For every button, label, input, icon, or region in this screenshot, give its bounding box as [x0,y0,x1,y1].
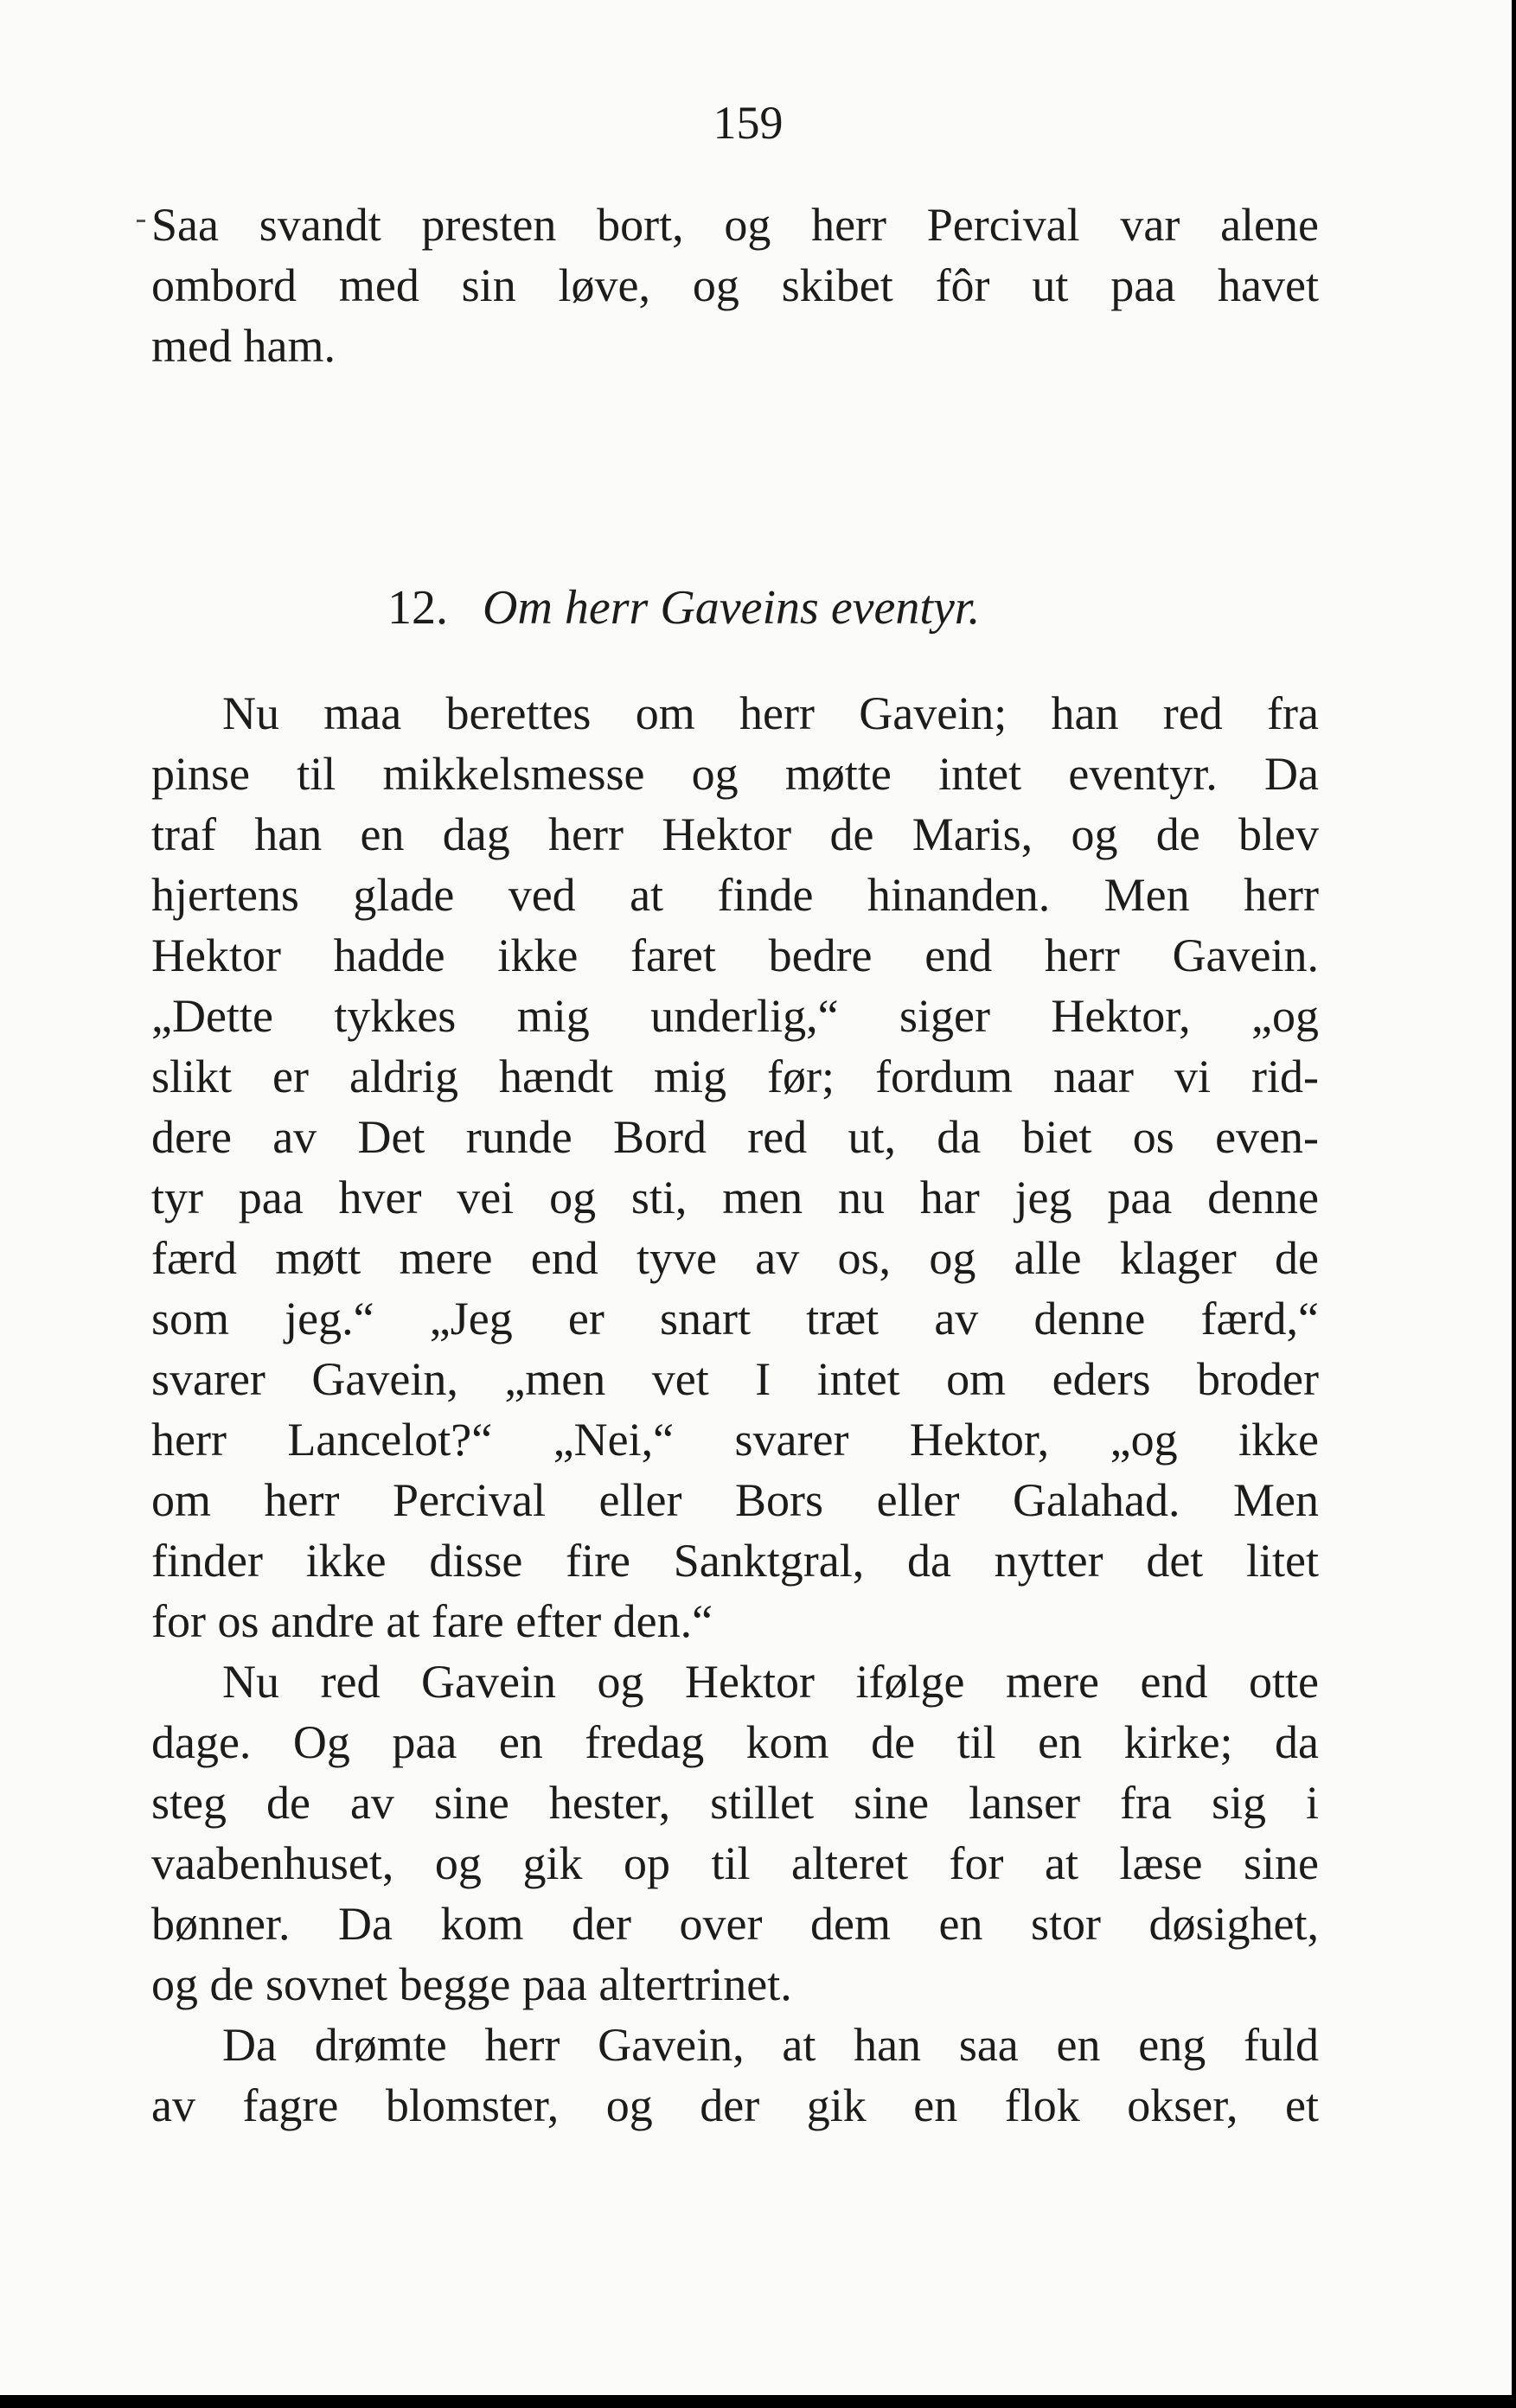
text-line: Nu maa berettes om herr Gavein; han red fra [222,687,1319,739]
text-line: og de sovnet begge paa altertrinet. [151,1958,792,2010]
text-line: Saa svandt presten bort, og herr Percival var alene [151,199,1319,251]
text-line: „Dette tykkes mig underlig,“ siger Hektor, „og [151,990,1319,1042]
text-line: av fagre blomster, og der gik en flok okser, et [151,2079,1319,2131]
text-line: bønner. Da kom der over dem en stor døsighet, [151,1898,1319,1950]
text-line: finder ikke disse fire Sanktgral, da nytter det litet [151,1535,1319,1587]
text-line: slikt er aldrig hændt mig før; fordum naar vi rid- [151,1051,1319,1102]
chapter-number: 12. [387,581,448,635]
text-line: svarer Gavein, „men vet I intet om eders broder [151,1353,1319,1405]
text-line: Nu red Gavein og Hektor ifølge mere end otte [222,1656,1319,1708]
text-line: som jeg.“ „Jeg er snart træt av denne færd,“ [151,1293,1319,1345]
text-line: om herr Percival eller Bors eller Galahad. Men [151,1474,1319,1526]
page-number: 159 [713,97,784,149]
text-line: hjertens glade ved at finde hinanden. Men herr [151,869,1319,921]
text-line: Hektor hadde ikke faret bedre end herr Gavein. [151,929,1319,981]
chapter-body [151,683,1319,2136]
text-line: for os andre at fare efter den.“ [151,1595,713,1647]
text-line: med ham. [151,320,336,372]
text-line: Da drømte herr Gavein, at han saa en eng fuld [222,2019,1319,2071]
text-line: traf han en dag herr Hektor de Maris, og de blev [151,808,1319,860]
text-line: færd møtt mere end tyve av os, og alle klager de [151,1232,1319,1284]
text-line: pinse til mikkelsmesse og møtte intet eventyr. Da [151,748,1319,800]
margin-mark [137,220,145,222]
chapter-heading [387,578,980,638]
chapter-title: Om herr Gaveins eventyr. [483,581,981,635]
text-line: vaabenhuset, og gik op til alteret for at læse sine [151,1837,1319,1889]
text-line: herr Lancelot?“ „Nei,“ svarer Hektor, „og ikke [151,1414,1319,1466]
text-line: tyr paa hver vei og sti, men nu har jeg paa denne [151,1172,1319,1223]
text-line: dere av Det runde Bord red ut, da biet os even- [151,1111,1319,1163]
text-line: steg de av sine hester, stillet sine lanser fra sig i [151,1777,1319,1829]
text-line: dage. Og paa en fredag kom de til en kirke; da [151,1716,1319,1768]
text-line: ombord med sin løve, og skibet fôr ut paa havet [151,259,1319,311]
intro-paragraph [151,195,1319,376]
